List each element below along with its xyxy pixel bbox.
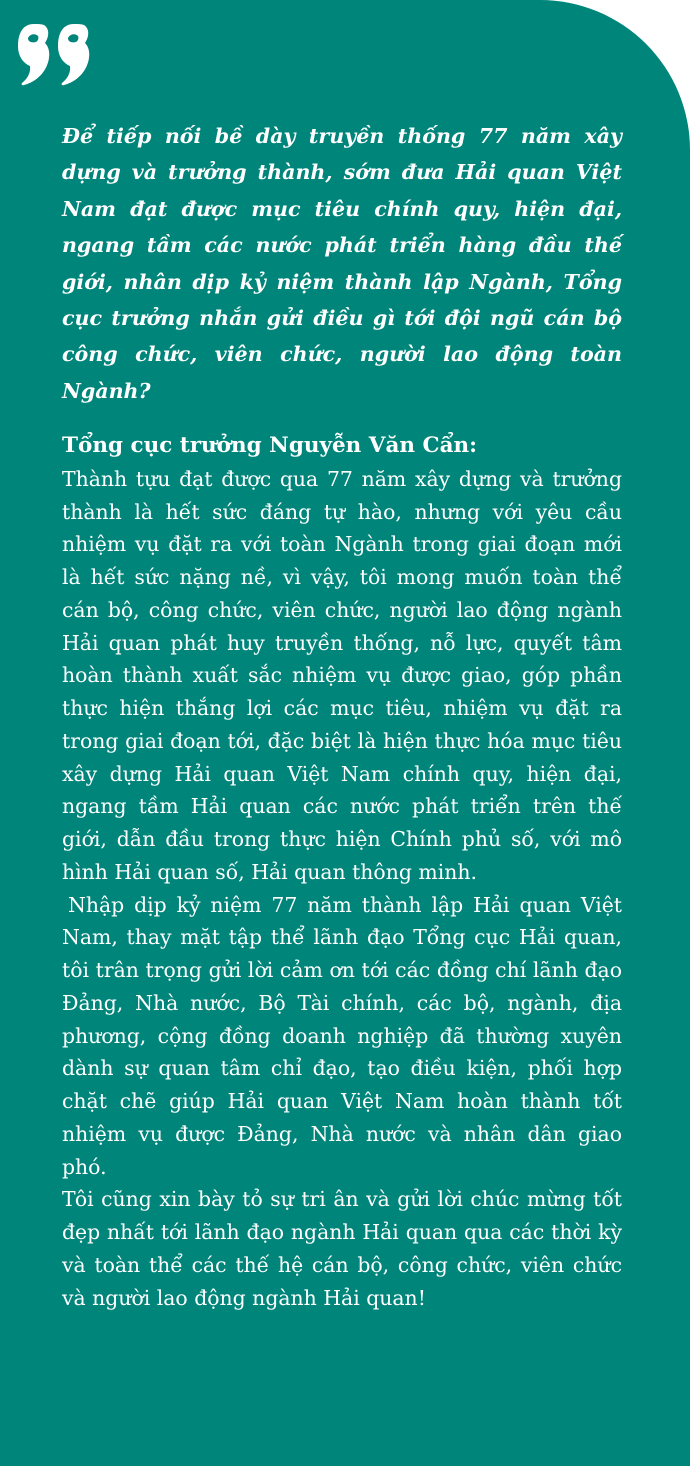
answer-paragraph-1: Thành tựu đạt được qua 77 năm xây dựng và trưởng thành là hết sức đáng tự hào, nhưng với yêu cầu nhiệm vụ đặt ra với toàn Ngành trong giai đoạn mới là hết sức nặng nề, vì vậy, tôi mong muốn toàn thể cán bộ, công chức, viên chức, người lao động ngành Hải quan phát huy truyền thống, nỗ lực, quyết tâm hoàn thành xuất sắc nhiệm vụ được giao, góp phần thực hiện thắng lợi các mục tiêu, nhiệm vụ đặt ra trong giai đoạn tới, đặc biệt là hiện thực hóa mục tiêu xây dựng Hải quan Việt Nam chính quy, hiện đại, ngang tầm Hải quan các nước phát triển trên thế giới, dẫn đầu trong thực hiện Chính phủ số, với mô hình Hải quan số, Hải quan thông minh. [62,466,622,884]
quote-mark-right [58,24,89,85]
answer-paragraph-3: Tôi cũng xin bày tỏ sự tri ân và gửi lời chúc mừng tốt đẹp nhất tới lãnh đạo ngành Hải quan qua các thời kỳ và toàn thể các thế hệ cán bộ, công chức, viên chức và người lao động ngành Hải quan! [62,1187,622,1310]
quote-mark-left [18,24,49,85]
quotation-mark-icon [14,20,98,90]
answer-paragraph-2: Nhập dịp kỷ niệm 77 năm thành lập Hải quan Việt Nam, thay mặt tập thể lãnh đạo Tổng cục Hải quan, tôi trân trọng gửi lời cảm ơn tới các đồng chí lãnh đạo Đảng, Nhà nước, Bộ Tài chính, các bộ, ngành, địa phương, cộng đồng doanh nghiệp đã thường xuyên dành sự quan tâm chỉ đạo, tạo điều kiện, phối hợp chặt chẽ giúp Hải quan Việt Nam hoàn thành tốt nhiệm vụ được Đảng, Nhà nước và nhân dân giao phó. [62,892,622,1179]
interview-question: Để tiếp nối bề dày truyền thống 77 năm xây dựng và trưởng thành, sớm đưa Hải quan Việt Nam đạt được mục tiêu chính quy, hiện đại, ngang tầm các nước phát triển hàng đầu thế giới, nhân dịp kỷ niệm thành lập Ngành, Tổng cục trưởng nhắn gửi điều gì tới đội ngũ cán bộ công chức, viên chức, người lao động toàn Ngành? [62,124,622,403]
speaker-name: Tổng cục trưởng Nguyễn Văn Cẩn: [62,433,478,458]
interview-answer [62,430,622,1314]
